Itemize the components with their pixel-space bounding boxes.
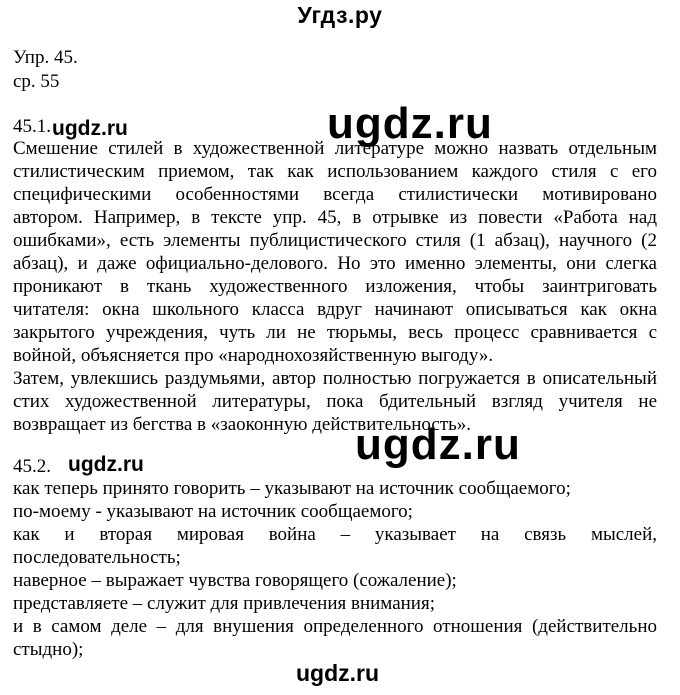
- part1-line: абзац), и даже официально-делового. Но это именно элементы, они слегка: [13, 253, 657, 274]
- part2-label: 45.2.: [13, 456, 51, 477]
- part1-line: стилистическим приемом, так как использованием каждого стиля с его: [13, 161, 657, 182]
- part2-line: наверное – выражает чувства говорящего (сожаление);: [13, 570, 457, 591]
- part2-line: по-моему - указывают на источник сообщаемого;: [13, 501, 413, 522]
- exercise-label: Упр. 45.: [13, 47, 78, 68]
- part2-line: стыдно);: [13, 639, 84, 660]
- part1-label: 45.1.: [13, 116, 51, 137]
- watermark: ugdz.ru: [327, 99, 493, 148]
- part1-line: войной, объясняется про «народнохозяйственную выгоду».: [13, 345, 494, 366]
- part1-line: Смешение стилей в художественной литературе можно назвать отдельным: [13, 138, 657, 159]
- part2-line: как и вторая мировая война – указывает на связь мыслей,: [13, 524, 657, 545]
- watermark: ugdz.ru: [355, 420, 521, 469]
- part1-line: закрытого учреждения, чуть ли не тюрьмы, весь процесс сравнивается с: [13, 322, 657, 343]
- watermark: ugdz.ru: [52, 117, 128, 140]
- part2-line: как теперь принято говорить – указывают на источник сообщаемого;: [13, 478, 571, 499]
- part1-line: читателя: окна школьного класса вдруг начинают описываться как окна: [13, 299, 657, 320]
- part1-line: ошибками», есть элементы публицистического стиля (1 абзац), научного (2: [13, 230, 657, 251]
- part1-line: проникают в ткань художественного изложения, чтобы заинтриговать: [13, 276, 657, 297]
- part1-line: возвращает из бегства в «заоконную действительность».: [13, 414, 472, 435]
- page-label: ср. 55: [13, 71, 60, 92]
- part1-line: стих художественной литературы, пока бдительный взгляд учителя не: [13, 391, 657, 412]
- part1-line: автором. Например, в тексте упр. 45, в отрывке из повести «Работа над: [13, 207, 657, 228]
- part2-line: последовательность;: [13, 547, 181, 568]
- part1-line: специфическими особенностями всегда стилистически мотивировано: [13, 184, 657, 205]
- site-title: Угдз.ру: [297, 2, 383, 28]
- part2-line: и в самом деле – для внушения определенного отношения (действительно: [13, 616, 657, 637]
- part2-line: представляете – служит для привлечения внимания;: [13, 593, 435, 614]
- part1-line: Затем, увлекшись раздумьями, автор полностью погружается в описательный: [13, 368, 657, 389]
- watermark: ugdz.ru: [68, 453, 144, 476]
- watermark: ugdz.ru: [296, 660, 380, 686]
